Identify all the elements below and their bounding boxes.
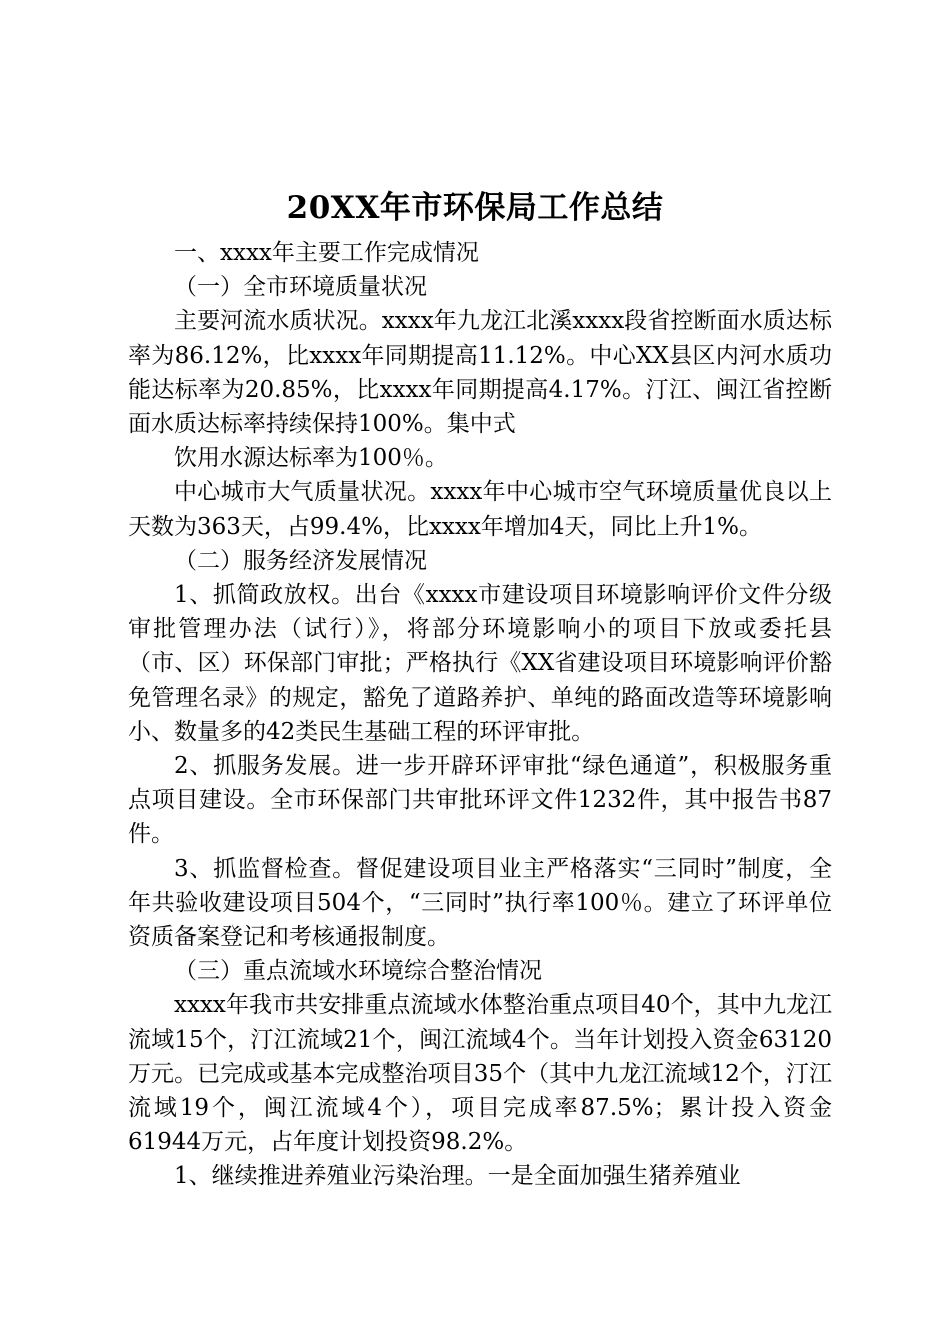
subsection-heading-watershed-remediation: （三）重点流域水环境综合整治情况 (174, 958, 542, 985)
paragraph-service-development: 2、抓服务发展。进一步开辟环评审批“绿色通道”，积极服务重点项目建设。全市环保部门共审批环评文件1232件，其中报告书87件。 (128, 753, 832, 848)
document-body (128, 236, 832, 1194)
paragraph-streamline-approval: 1、抓简政放权。出台《xxxx市建设项目环境影响评价文件分级审批管理办法（试行）》，将部分环境影响小的项目下放或委托县（市、区）环保部门审批；严格执行《XX省建设项目环境影响评价豁免管理名录》的规定，豁免了道路养护、单纯的路面改造等环境影响小、数量多的42类民生基础工程的环评审批。 (128, 582, 832, 745)
paragraph-supervision-inspection: 3、抓监督检查。督促建设项目业主严格落实“三同时”制度，全年共验收建设项目504个，“三同时”执行率100％。建立了环评单位资质备案登记和考核通报制度。 (128, 855, 832, 951)
document-title: 20XX年市环保局工作总结 (286, 190, 664, 226)
paragraph-drinking-water: 饮用水源达标率为100％。 (174, 445, 448, 472)
paragraph-watershed-projects: xxxx年我市共安排重点流域水体整治重点项目40个，其中九龙江流域15个，汀江流域21个，闽江流域4个。当年计划投入资金63120万元。已完成或基本完成整治项目35个（其中九龙江流域12个，汀江流域19个，闽江流域4个），项目完成率87.5%；累计投入资金61944万元，占年度计划投资98.2%。 (128, 992, 832, 1156)
subsection-heading-economic-service: （二）服务经济发展情况 (174, 547, 427, 574)
paragraph-livestock-pollution: 1、继续推进养殖业污染治理。一是全面加强生猪养殖业 (174, 1163, 741, 1190)
paragraph-air-quality: 中心城市大气质量状况。xxxx年中心城市空气环境质量优良以上天数为363天，占99.4%，比xxxx年增加4天，同比上升1%。 (128, 479, 832, 540)
subsection-heading-environment-quality: （一）全市环境质量状况 (174, 274, 427, 301)
section-heading-1: 一、xxxx年主要工作完成情况 (174, 240, 479, 266)
paragraph-river-water-quality: 主要河流水质状况。xxxx年九龙江北溪xxxx段省控断面水质达标率为86.12%，比xxxx年同期提高11.12%。中心XX县区内河水质功能达标率为20.85%，比xxxx年同期提高4.17%。汀江、闽江省控断面水质达标率持续保持100%。集中式 (128, 308, 832, 438)
